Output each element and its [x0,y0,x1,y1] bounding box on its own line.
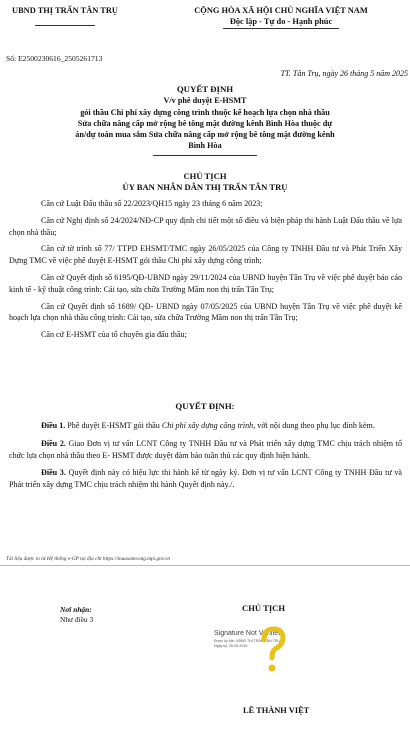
decision-subject: V/v phê duyệt E-HSMT [163,96,247,106]
authority-role: CHỦ TỊCH [183,171,227,181]
decision-kind: QUYẾT ĐỊNH [176,84,234,94]
authority-body: ỦY BAN NHÂN DÂN THỊ TRẤN TÂN TRỤ [122,181,288,192]
article-2 [9,438,402,462]
article-text: Giao Đơn vị tư vấn LCNT Công ty TNHH Đầu tư và Phát triển xây dựng TMC chịu trách nhiệm tổ chức lựa chọn nhà thầu theo E- HSMT được duyệt đảm bảo tuân thủ các quy định hiện hành. [9,438,403,460]
article-3 [9,467,402,491]
title-line: Sửa chữa nâng cấp mở rộng bê tông mặt đường kênh Bình Hòa thuộc dự [77,118,333,128]
issuing-org-block [6,6,124,26]
article-italic: Chi phí xây dựng công trình, [161,421,256,430]
article-label: Điều 3. [41,468,66,478]
title-line: gói thầu Chi phí xây dựng công trình thuộc kế hoạch lựa chọn nhà thầu [80,107,330,117]
recipients-block [60,605,93,624]
digital-signature-block [214,630,320,678]
document-number: Số: E2500230616_2505261713 [6,54,103,63]
article-label: Điều 1. [41,421,66,430]
article-text: Phê duyệt E-HSMT gói thầu [65,421,162,430]
country-name: CỘNG HÒA XÃ HỘI CHỦ NGHĨA VIỆT NAM [194,6,368,15]
egp-footer-note: Tải liệu được in từ Hệ thống e-GP tại địa chỉ https://muasamcong.mpi.gov.vn [6,556,171,562]
article-text: Quyết định này có hiệu lực thi hành kể từ ngày ký. Đơn vị tư vấn LCNT Công ty TNHH Đầu tư và Phát triển xây dựng TMC chịu trách nhiệm thi hành Quyết định này./. [9,468,402,490]
signer-name: LÊ THÀNH VIỆT [243,706,310,715]
issue-date: TT. Tân Trụ, ngày 26 tháng 5 năm 2025 [280,69,408,78]
title-line: Bình Hòa [188,141,222,151]
legal-basis-item: Căn cứ Nghị định số 24/2024/NĐ-CP quy định chi tiết một số điều và biện pháp thi hành Luật Đấu thầu về lựa chọn nhà thầu; [9,215,402,237]
article-1 [9,420,402,432]
signature-status: Signature Not Verified [214,630,283,637]
article-text: với nội dung theo phụ lục đính kèm. [255,421,375,430]
decision-heading: QUYẾT ĐỊNH: [175,401,235,411]
signature-title: CHỦ TỊCH [242,603,286,613]
legal-basis-item: Căn cứ E-HSMT của tổ chuyên gia đấu thầu; [41,330,187,340]
motto-underline [223,28,339,29]
article-label: Điều 2. [41,438,66,448]
legal-basis-item: Căn cứ Luật Đấu thầu số 22/2023/QH15 ngày 23 tháng 6 năm 2023; [41,199,263,208]
legal-basis-item: Căn cứ tờ trình số 77/ TTPD EHSMT/TMC ngày 26/05/2025 của Công ty TNHH Đầu tư và Phát Triển Xây Dựng TMC về việc phê duyệt E-HSMT gói thầu Chi phí xây dựng công trình; [9,244,402,266]
legal-basis-item: Căn cứ Quyết định số 1689/ QĐ- UBND ngày 07/05/2025 của UBND huyện Tân Trụ về việc phê duyệt kế hoạch lựa chọn nhà thầu công trình: Cải tạo, sửa chữa Trường Mầm non thị trấn Tân Trụ; [9,301,402,323]
authority-block [60,171,350,192]
footer-divider [0,565,410,566]
title-underline [153,155,257,156]
national-header [156,6,406,29]
org-underline [35,25,95,26]
recipients-item: Như điều 3 [60,615,94,624]
decision-title-block [60,84,350,156]
signature-check-icon [258,626,288,676]
recipients-label: Nơi nhận: [60,605,92,614]
national-motto: Độc lập - Tự do - Hạnh phúc [229,17,333,26]
title-line: án/dự toán mua sắm Sửa chữa nâng cấp mở rộng bê tông mặt đường kênh [75,130,335,140]
signature-detail: Được ký bởi: UBND THỊ TRẤN TÂN TRỤ [214,639,280,643]
issuing-org: UBND THỊ TRẤN TÂN TRỤ [12,6,118,15]
legal-bases [9,198,402,341]
legal-basis-item: Căn cứ Quyết định số 6195/QĐ-UBND ngày 29/11/2024 của UBND huyện Tân Trụ về việc phê duyệt báo cáo kinh tế - kỹ thuật công trình: Cải tạo, sửa chữa Trường Mầm non thị trấn Tân Trụ; [9,272,402,294]
articles [9,420,402,491]
signature-detail: Ngày ký: 26-05-2025 [214,643,248,648]
